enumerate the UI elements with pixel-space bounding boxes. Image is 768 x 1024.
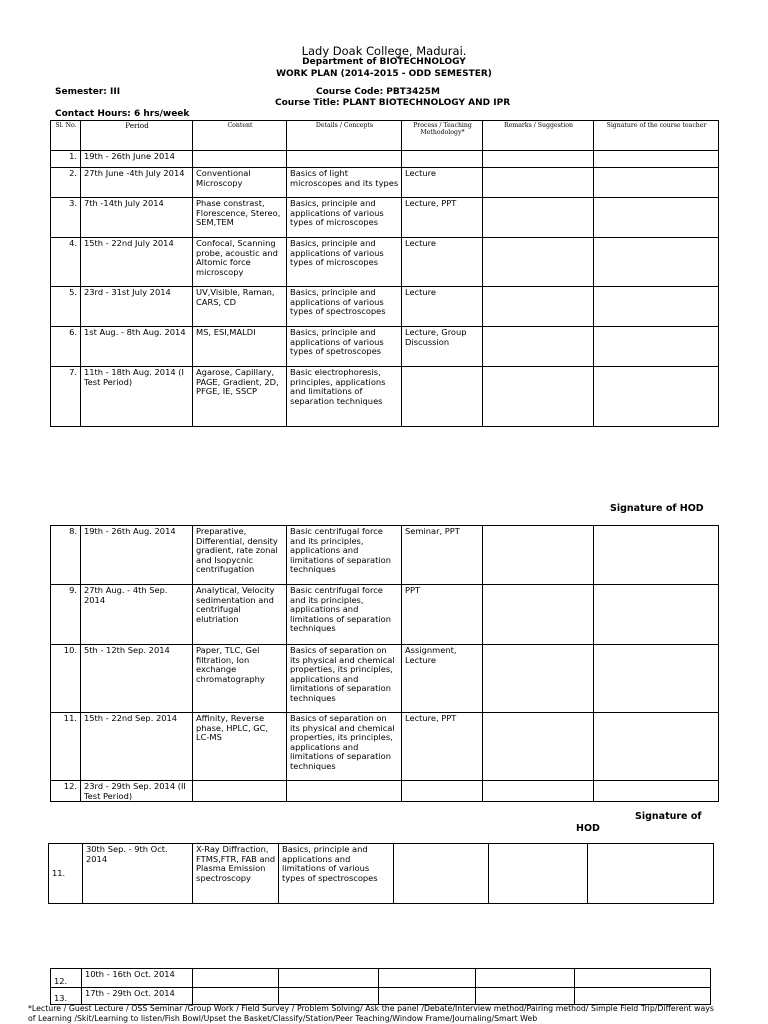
row-content xyxy=(193,969,279,988)
row-method: PPT xyxy=(402,585,483,645)
row-content: Paper, TLC, Gel filtration, Ion exchange chromatography xyxy=(193,645,287,713)
table-row xyxy=(51,198,719,238)
row-details: Basics, principle and applications and limitations of various types of spectroscopes xyxy=(279,844,394,904)
table-row xyxy=(51,713,719,781)
row-period: 1st Aug. - 8th Aug. 2014 xyxy=(81,327,193,367)
table-row xyxy=(51,168,719,198)
department-title: Department of BIOTECHNOLOGY xyxy=(302,57,466,67)
row-period: 11th - 18th Aug. 2014 (I Test Period) xyxy=(81,367,193,427)
row-signature xyxy=(594,367,719,427)
row-method xyxy=(402,367,483,427)
workplan-table-3 xyxy=(48,843,714,904)
row-remarks xyxy=(483,713,594,781)
row-number: 12. xyxy=(51,969,82,988)
col-header: Process / Teaching Methodology* xyxy=(402,121,483,151)
row-remarks xyxy=(483,287,594,327)
college-title: Lady Doak College, Madurai. xyxy=(301,44,467,58)
hod-signature-label-line1: Signature of xyxy=(635,811,702,822)
col-header: Remarks / Suggestion xyxy=(483,121,594,151)
table-row xyxy=(51,151,719,168)
row-method: Lecture, PPT xyxy=(402,713,483,781)
row-content: Phase constrast, Florescence, Stereo, SEM,TEM xyxy=(193,198,287,238)
workplan-title: WORK PLAN (2014-2015 - ODD SEMESTER) xyxy=(276,69,492,79)
row-method xyxy=(402,781,483,802)
methodology-footnote: *Lecture / Guest Lecture / OSS Seminar /Group Work / Field Survey / Problem Solving/ Ask the panel /Debate/Interview method/Pairing method/ Simple Field Trip/Different ways of Learning /Skit/Learning to listen/Fish Bowl/Upset the Basket/Classify/Station/Peer Teaching/Window Frame/Journaling/Smart Web xyxy=(28,1004,714,1023)
row-content xyxy=(193,988,279,1005)
row-number: 13. xyxy=(51,988,82,1005)
row-details: Basic centrifugal force and its principles, applications and limitations of separation techniques xyxy=(287,526,402,585)
row-details: Basics, principle and applications of various types of spetroscopes xyxy=(287,327,402,367)
table-row xyxy=(51,645,719,713)
table-row xyxy=(51,969,711,988)
row-period: 17th - 29th Oct. 2014 xyxy=(82,988,193,1005)
row-remarks xyxy=(483,645,594,713)
table-row xyxy=(51,367,719,427)
row-period: 23rd - 31st July 2014 xyxy=(81,287,193,327)
row-number: 11. xyxy=(51,713,81,781)
table-header-row xyxy=(51,121,719,151)
row-remarks xyxy=(483,781,594,802)
row-signature xyxy=(575,969,711,988)
row-number: 12. xyxy=(51,781,81,802)
row-method: Seminar, PPT xyxy=(402,526,483,585)
course-title: Course Title: PLANT BIOTECHNOLOGY AND IPR xyxy=(275,98,511,108)
row-content: MS, ESI,MALDI xyxy=(193,327,287,367)
row-method: Lecture, PPT xyxy=(402,198,483,238)
row-signature xyxy=(594,327,719,367)
row-number: 6. xyxy=(51,327,81,367)
table-row xyxy=(51,585,719,645)
table-row xyxy=(51,781,719,802)
row-period: 5th - 12th Sep. 2014 xyxy=(81,645,193,713)
col-header: Sl. No. xyxy=(51,121,81,151)
row-period: 23rd - 29th Sep. 2014 (II Test Period) xyxy=(81,781,193,802)
workplan-table-4 xyxy=(50,968,711,1005)
row-number: 3. xyxy=(51,198,81,238)
row-details xyxy=(279,988,379,1005)
row-content: Analytical, Velocity sedimentation and centrifugal elutriation xyxy=(193,585,287,645)
row-details: Basics, principle and applications of various types of microscopes xyxy=(287,238,402,287)
row-content: Agarose, Capillary, PAGE, Gradient, 2D, PFGE, IE, SSCP xyxy=(193,367,287,427)
row-period: 19th - 26th Aug. 2014 xyxy=(81,526,193,585)
row-content xyxy=(193,781,287,802)
row-content xyxy=(193,151,287,168)
row-remarks xyxy=(483,198,594,238)
col-header: Signature of the course teacher xyxy=(594,121,719,151)
row-details xyxy=(279,969,379,988)
row-period: 15th - 22nd July 2014 xyxy=(81,238,193,287)
row-remarks xyxy=(483,327,594,367)
workplan-table-2 xyxy=(50,525,719,802)
row-number: 10. xyxy=(51,645,81,713)
table-row xyxy=(51,526,719,585)
row-signature xyxy=(594,713,719,781)
row-method: Assignment, Lecture xyxy=(402,645,483,713)
row-number: 2. xyxy=(51,168,81,198)
row-period: 27th Aug. - 4th Sep. 2014 xyxy=(81,585,193,645)
row-method: Lecture xyxy=(402,238,483,287)
row-details: Basics of separation on its physical and chemical properties, its principles, applications and limitations of separation techniques xyxy=(287,645,402,713)
row-remarks xyxy=(476,988,575,1005)
table-row xyxy=(51,238,719,287)
row-content: Preparative, Differential, density gradient, rate zonal and Isopycnic centrifugation xyxy=(193,526,287,585)
row-remarks xyxy=(483,367,594,427)
table-row xyxy=(51,327,719,367)
row-period: 10th - 16th Oct. 2014 xyxy=(82,969,193,988)
row-details: Basics, principle and applications of various types of microscopes xyxy=(287,198,402,238)
row-signature xyxy=(594,645,719,713)
row-remarks xyxy=(476,969,575,988)
row-remarks xyxy=(483,585,594,645)
row-remarks xyxy=(483,168,594,198)
row-method xyxy=(379,988,476,1005)
row-remarks xyxy=(483,151,594,168)
row-signature xyxy=(594,287,719,327)
hod-signature-label-line2: HOD xyxy=(576,823,600,834)
workplan-table-1 xyxy=(50,120,719,427)
row-number: 1. xyxy=(51,151,81,168)
row-period: 15th - 22nd Sep. 2014 xyxy=(81,713,193,781)
row-method: Lecture xyxy=(402,287,483,327)
row-signature xyxy=(588,844,714,904)
row-method xyxy=(394,844,489,904)
row-signature xyxy=(594,526,719,585)
row-content: X-Ray Diffraction, FTMS,FTR, FAB and Plasma Emission spectroscopy xyxy=(193,844,279,904)
row-details xyxy=(287,151,402,168)
row-content: UV,Visible, Raman, CARS, CD xyxy=(193,287,287,327)
row-period: 30th Sep. - 9th Oct. 2014 xyxy=(83,844,193,904)
row-content: Confocal, Scanning probe, acoustic and Altomic force microscopy xyxy=(193,238,287,287)
row-signature xyxy=(594,781,719,802)
hod-signature-label: Signature of HOD xyxy=(610,503,704,514)
col-header: Content xyxy=(193,121,287,151)
row-signature xyxy=(594,151,719,168)
row-remarks xyxy=(483,526,594,585)
row-signature xyxy=(594,238,719,287)
table-row xyxy=(51,287,719,327)
table-row xyxy=(51,988,711,1005)
row-number: 4. xyxy=(51,238,81,287)
row-number: 7. xyxy=(51,367,81,427)
row-remarks xyxy=(483,238,594,287)
row-number: 8. xyxy=(51,526,81,585)
col-header: Period xyxy=(81,121,193,151)
row-method xyxy=(402,151,483,168)
row-number: 5. xyxy=(51,287,81,327)
row-period: 7th -14th July 2014 xyxy=(81,198,193,238)
row-signature xyxy=(575,988,711,1005)
row-method xyxy=(379,969,476,988)
row-content: Conventional Microscopy xyxy=(193,168,287,198)
row-details: Basics of separation on its physical and chemical properties, its principles, applications and limitations of separation techniques xyxy=(287,713,402,781)
row-signature xyxy=(594,198,719,238)
row-content: Affinity, Reverse phase, HPLC, GC, LC-MS xyxy=(193,713,287,781)
row-method: Lecture, Group Discussion xyxy=(402,327,483,367)
course-code: Course Code: PBT3425M xyxy=(316,87,440,97)
col-header: Details / Concepts xyxy=(287,121,402,151)
table-row xyxy=(49,844,714,904)
row-number: 11. xyxy=(49,844,83,904)
row-details: Basics of light microscopes and its types xyxy=(287,168,402,198)
row-details xyxy=(287,781,402,802)
row-number: 9. xyxy=(51,585,81,645)
row-details: Basics, principle and applications of various types of spectroscopes xyxy=(287,287,402,327)
row-period: 27th June -4th July 2014 xyxy=(81,168,193,198)
row-signature xyxy=(594,168,719,198)
row-remarks xyxy=(489,844,588,904)
row-details: Basic electrophoresis, principles, applications and limitations of separation techniques xyxy=(287,367,402,427)
row-method: Lecture xyxy=(402,168,483,198)
row-signature xyxy=(594,585,719,645)
row-details: Basic centrifugal force and its principles, applications and limitations of separation techniques xyxy=(287,585,402,645)
semester-label: Semester: III xyxy=(55,87,121,97)
row-period: 19th - 26th June 2014 xyxy=(81,151,193,168)
contact-hours: Contact Hours: 6 hrs/week xyxy=(55,109,190,119)
